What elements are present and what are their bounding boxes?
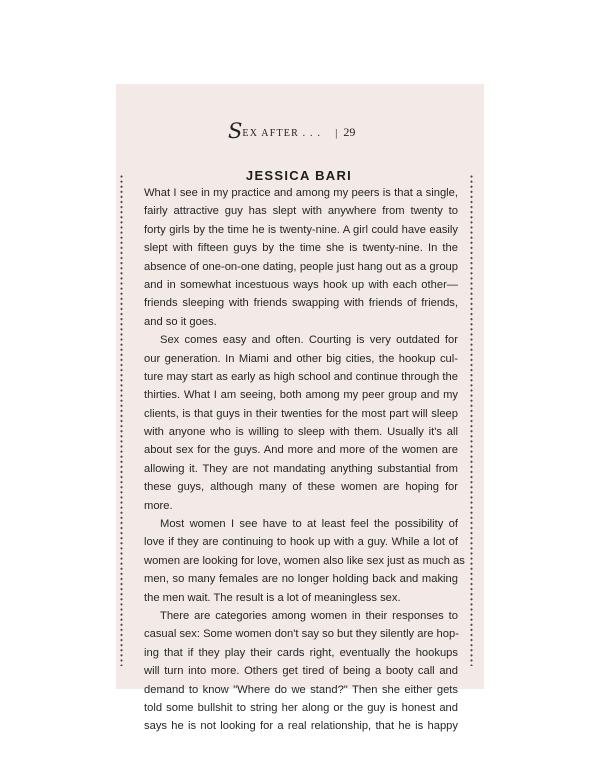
text-line: clients, is that guys in their twenties for the most part will sleep [144, 407, 458, 420]
text-line: fairly attractive guy has slept with anywhere from twenty to [144, 205, 458, 218]
text-line: Most women I see have to at least feel the possibility of [160, 518, 458, 531]
text-line: slept with fifteen guys by the time she is twenty-nine. In the [144, 242, 458, 255]
text-line: love if they are continuing to hook up with a guy. While a lot of [144, 536, 458, 549]
text-line: about sex for the guys. And more and more of the women are [144, 444, 458, 457]
paragraph [144, 607, 458, 736]
text-line: women are looking for love, women also like sex just as much as [144, 554, 465, 567]
running-head [228, 119, 428, 141]
running-head-title: EX AFTER . . . [242, 128, 322, 139]
text-line: What I see in my practice and among my peers is that a single, [144, 187, 458, 199]
text-line: There are categories among women in their responses to [160, 609, 458, 622]
text-line: thirties. What I am seeing, both among my peer group and my [144, 389, 458, 402]
running-head-separator: | [335, 127, 338, 139]
text-line: Sex comes easy and often. Courting is very outdated for [160, 334, 458, 347]
text-line: and so it goes. [144, 315, 217, 328]
text-line: demand to know "Where do we stand?" Then she either gets [144, 683, 458, 696]
right-dotted-border [470, 174, 473, 666]
text-line: with anyone who is willing to sleep with them. Usually it's all [144, 426, 458, 439]
text-line: men, so many females are no longer holding back and making [144, 573, 458, 586]
section-heading: JESSICA BARI [245, 168, 353, 183]
text-line: told some bullshit to string her along or the guy is honest and [144, 701, 458, 714]
page-number: 29 [343, 125, 356, 139]
paragraph [144, 331, 458, 515]
text-line: friends sleeping with friends swapping with friends of friends, [144, 297, 458, 310]
text-line: and in somewhat incestuous ways hook up with each other— [144, 278, 458, 291]
text-line: will turn into more. Others get tired of being a booty call and [144, 665, 458, 678]
paragraph [144, 184, 458, 331]
text-line: more. [144, 499, 173, 512]
left-dotted-border [120, 174, 123, 666]
paragraph [144, 515, 465, 607]
text-line: ture may start as early as high school and continue through the [144, 370, 458, 383]
text-line: says he is not looking for a real relationship, that he is happy [144, 720, 458, 733]
running-head-initial: S [228, 119, 243, 143]
text-line: these guys, although many of these women are hoping for [144, 481, 458, 494]
text-line: the men wait. The result is a lot of meaningless sex. [144, 591, 401, 604]
text-line: our generation. In Miami and other big cities, the hookup cul- [144, 352, 458, 365]
text-line: absence of one-on-one dating, people just hang out as a group [144, 260, 458, 273]
text-line: allowing it. They are not mandating anything substantial from [144, 462, 458, 475]
text-line: forty girls by the time he is twenty-nine. A girl could have easily [144, 223, 458, 236]
text-line: ing that if they play their cards right, eventually the hookups [144, 646, 458, 659]
text-line: casual sex: Some women don't say so but they silently are hop- [144, 628, 459, 641]
body-text [144, 184, 465, 736]
